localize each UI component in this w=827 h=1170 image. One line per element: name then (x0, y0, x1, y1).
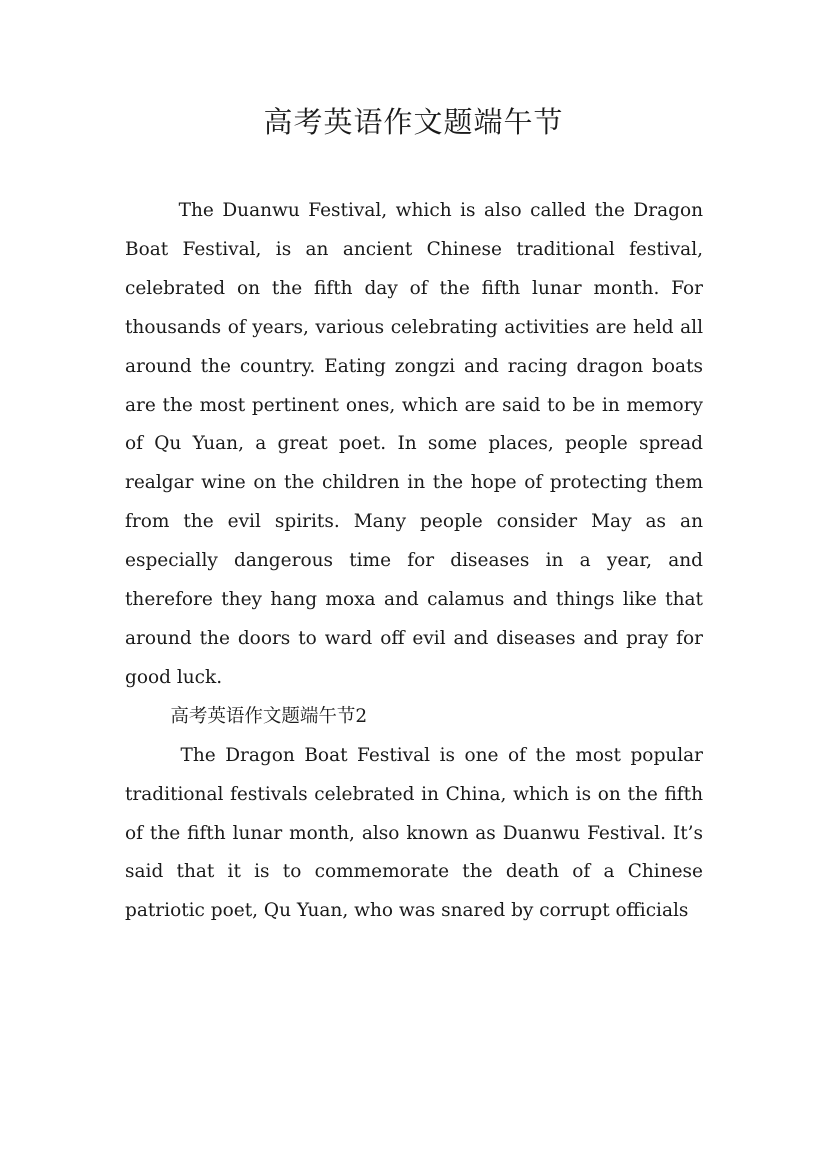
document-title: 高考英语作文题端午节 (263, 105, 564, 139)
paragraph-2: The Dragon Boat Festival is one of the most popular traditional festivals celebrated in China, which is on the fifth of the fifth lunar month, also known as Duanwu Festival. It’s said that it is to commemorate the death of a Chinese patriotic poet, Qu Yuan, who was snared by corrupt officials (125, 744, 703, 922)
paragraph-1: The Duanwu Festival, which is also called the Dragon Boat Festival, is an ancient Chinese traditional festival, celebrated on the fifth day of the fifth lunar month. For thousands of years, various celebrating activities are held all around the country. Eating zongzi and racing dragon boats are the most pertinent ones, which are said to be in memory of Qu Yuan, a great poet. In some places, people spread realgar wine on the children in the hope of protecting them from the evil spirits. Many people consider May as an especially dangerous time for diseases in a year, and therefore they hang moxa and calamus and things like that around the doors to ward off evil and diseases and pray for good luck. (125, 200, 703, 688)
section-heading-2: 高考英语作文题端午节2 (170, 705, 368, 727)
document-body (125, 192, 703, 931)
